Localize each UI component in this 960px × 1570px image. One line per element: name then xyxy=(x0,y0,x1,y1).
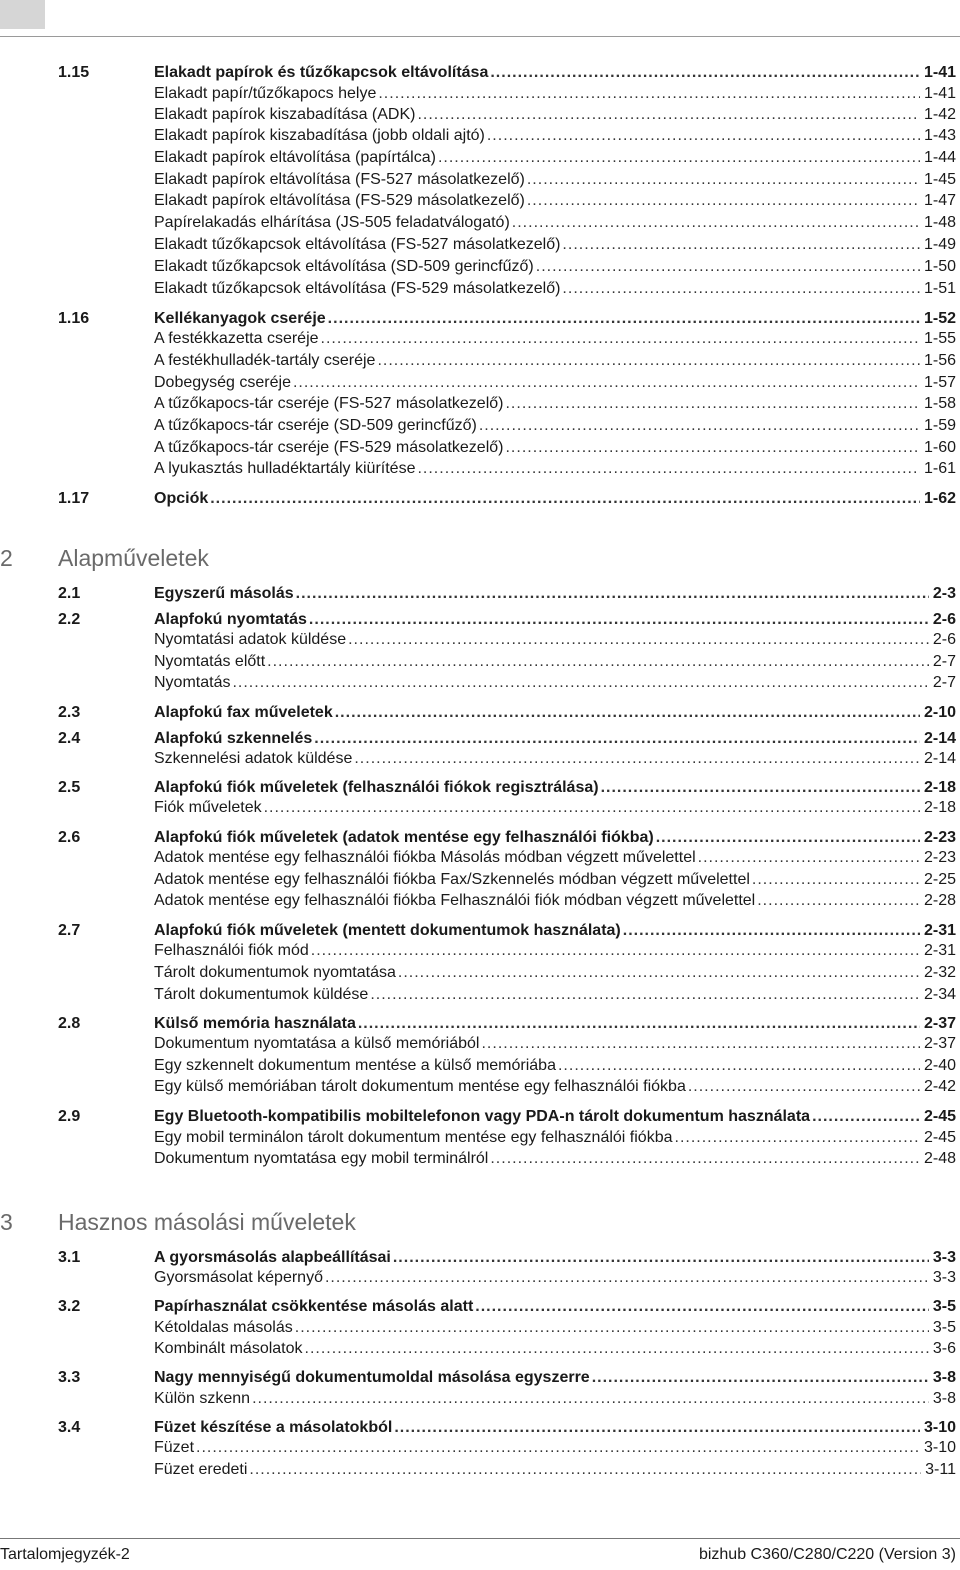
dot-leader xyxy=(370,984,920,1005)
section-title: Alapfokú fax műveletek xyxy=(154,704,333,721)
header-rule xyxy=(0,36,960,37)
page-number: 1-44 xyxy=(923,149,956,166)
dot-leader xyxy=(479,415,920,436)
toc-subentry[interactable] xyxy=(58,437,956,458)
page-number: 3-10 xyxy=(923,1419,956,1436)
section-number: 1.16 xyxy=(58,310,90,327)
page-number: 3-5 xyxy=(932,1298,956,1315)
subentry-title: Elakadt papírok eltávolítása (papírtálca) xyxy=(154,149,436,166)
chapter-title: Alapműveletek xyxy=(58,545,209,571)
section-title: Külső memória használata xyxy=(154,1015,356,1032)
toc-section-entry[interactable] xyxy=(58,62,956,83)
page-number: 1-60 xyxy=(923,439,956,456)
dot-leader xyxy=(314,728,920,749)
page-number: 2-40 xyxy=(923,1057,956,1074)
subentry-title: Külön szkenn xyxy=(154,1390,251,1407)
dot-leader xyxy=(512,212,920,233)
page-number: 1-61 xyxy=(923,460,956,477)
section-number: 2.8 xyxy=(58,1015,81,1032)
dot-leader xyxy=(623,920,920,941)
dot-leader xyxy=(656,827,920,848)
page-number: 2-45 xyxy=(923,1108,956,1125)
dot-leader xyxy=(398,962,920,983)
dot-leader xyxy=(527,190,920,211)
page-number: 1-47 xyxy=(923,192,956,209)
toc-subentry[interactable] xyxy=(58,1127,956,1148)
dot-leader xyxy=(592,1367,929,1388)
page-number: 1-41 xyxy=(923,64,956,81)
toc-subentry[interactable] xyxy=(58,458,956,479)
toc-subentry[interactable] xyxy=(58,278,956,299)
page-number: 3-5 xyxy=(932,1319,956,1336)
page-number: 1-42 xyxy=(923,106,956,123)
dot-leader xyxy=(490,62,920,83)
dot-leader xyxy=(536,256,920,277)
page-number: 2-23 xyxy=(923,849,956,866)
dot-leader xyxy=(675,1127,920,1148)
toc-subentry[interactable] xyxy=(58,1033,956,1054)
footer-page-label: Tartalomjegyzék-2 xyxy=(0,1546,130,1563)
section-title: Kellékanyagok cseréje xyxy=(154,310,326,327)
toc-section-entry[interactable] xyxy=(58,1106,956,1127)
subentry-title: Elakadt papírok eltávolítása (FS-529 másolatkezelő) xyxy=(154,192,525,209)
dot-leader xyxy=(378,83,920,104)
subentry-title: Adatok mentése egy felhasználói fiókba Fax/Szkennelés módban végzett művelettel xyxy=(154,871,750,888)
subentry-title: Füzet xyxy=(154,1439,195,1456)
chapter-heading[interactable] xyxy=(0,1207,356,1237)
toc-subentry[interactable] xyxy=(58,415,956,436)
toc-subentry[interactable] xyxy=(58,83,956,104)
toc-subentry[interactable] xyxy=(58,629,956,650)
page-number: 1-57 xyxy=(923,374,956,391)
toc-section-entry[interactable] xyxy=(58,1013,956,1034)
dot-leader xyxy=(354,748,920,769)
section-title: Alapfokú fiók műveletek (adatok mentése egy felhasználói fiókba) xyxy=(154,829,654,846)
dot-leader xyxy=(249,1459,921,1480)
subentry-title: A festékhulladék-tartály cseréje xyxy=(154,352,376,369)
subentry-title: Elakadt tűzőkapcsok eltávolítása (FS-527 másolatkezelő) xyxy=(154,236,561,253)
dot-leader xyxy=(305,1338,929,1359)
toc-subentry[interactable] xyxy=(58,1388,956,1409)
dot-leader xyxy=(335,702,920,723)
dot-leader xyxy=(311,940,920,961)
subentry-title: Elakadt tűzőkapcsok eltávolítása (SD-509 gerincfűző) xyxy=(154,258,534,275)
dot-leader xyxy=(752,869,920,890)
page-number: 2-18 xyxy=(923,779,956,796)
toc-subentry[interactable] xyxy=(58,797,956,818)
dot-leader xyxy=(475,1296,929,1317)
toc-section-entry[interactable] xyxy=(58,702,956,723)
toc-subentry[interactable] xyxy=(58,1076,956,1097)
toc-section-entry[interactable] xyxy=(58,1417,956,1438)
page-number: 1-62 xyxy=(923,490,956,507)
toc-subentry[interactable] xyxy=(58,984,956,1005)
dot-leader xyxy=(267,651,929,672)
toc-section-entry[interactable] xyxy=(58,609,956,630)
page-number: 1-43 xyxy=(923,127,956,144)
section-title: Opciók xyxy=(154,490,209,507)
dot-leader xyxy=(527,169,920,190)
dot-leader xyxy=(812,1106,920,1127)
section-number: 2.7 xyxy=(58,922,81,939)
dot-leader xyxy=(601,777,920,798)
dot-leader xyxy=(394,1417,920,1438)
dot-leader xyxy=(558,1055,920,1076)
subentry-title: Elakadt papírok eltávolítása (FS-527 másolatkezelő) xyxy=(154,171,525,188)
dot-leader xyxy=(210,488,920,509)
toc-section-entry[interactable] xyxy=(58,488,956,509)
section-number: 3.2 xyxy=(58,1298,81,1315)
subentry-title: Elakadt papír/tűzőkapocs helye xyxy=(154,85,377,102)
page-number: 1-51 xyxy=(923,280,956,297)
dot-leader xyxy=(698,847,920,868)
page-number: 2-7 xyxy=(932,653,956,670)
subentry-title: A lyukasztás hulladéktartály kiürítése xyxy=(154,460,416,477)
toc-subentry[interactable] xyxy=(58,212,956,233)
chapter-title: Hasznos másolási műveletek xyxy=(58,1209,356,1235)
subentry-title: Szkennelési adatok küldése xyxy=(154,750,353,767)
section-number: 3.3 xyxy=(58,1369,81,1386)
page-number: 1-50 xyxy=(923,258,956,275)
toc-subentry[interactable] xyxy=(58,328,956,349)
subentry-title: Dokumentum nyomtatása egy mobil terminálról xyxy=(154,1150,489,1167)
page-number: 2-37 xyxy=(923,1015,956,1032)
section-number: 1.15 xyxy=(58,64,90,81)
dot-leader xyxy=(309,609,929,630)
subentry-title: A tűzőkapocs-tár cseréje (FS-527 másolatkezelő) xyxy=(154,395,504,412)
page-number: 2-25 xyxy=(923,871,956,888)
chapter-heading[interactable] xyxy=(0,543,209,573)
subentry-title: Nyomtatási adatok küldése xyxy=(154,631,347,648)
toc-subentry[interactable] xyxy=(58,125,956,146)
page-number: 2-37 xyxy=(923,1035,956,1052)
subentry-title: Füzet eredeti xyxy=(154,1461,248,1478)
header-tab-block xyxy=(0,0,45,29)
section-title: Alapfokú nyomtatás xyxy=(154,611,307,628)
subentry-title: Adatok mentése egy felhasználói fiókba Másolás módban végzett művelettel xyxy=(154,849,696,866)
page-number: 1-59 xyxy=(923,417,956,434)
page-number: 2-7 xyxy=(932,674,956,691)
toc-section-entry[interactable] xyxy=(58,728,956,749)
toc-subentry[interactable] xyxy=(58,104,956,125)
toc-subentry[interactable] xyxy=(58,940,956,961)
subentry-title: Nyomtatás xyxy=(154,674,231,691)
section-number: 3.4 xyxy=(58,1419,81,1436)
section-number: 2.6 xyxy=(58,829,81,846)
dot-leader xyxy=(296,583,929,604)
page-number: 3-11 xyxy=(925,1461,956,1478)
dot-leader xyxy=(490,1148,920,1169)
page-number: 3-3 xyxy=(932,1269,956,1286)
dot-leader xyxy=(232,672,928,693)
dot-leader xyxy=(562,278,920,299)
page-number: 2-31 xyxy=(923,942,956,959)
toc-subentry[interactable] xyxy=(58,748,956,769)
subentry-title: A festékkazetta cseréje xyxy=(154,330,319,347)
section-number: 2.1 xyxy=(58,585,81,602)
toc-section-entry[interactable] xyxy=(58,583,956,604)
subentry-title: Fiók műveletek xyxy=(154,799,262,816)
toc-subentry[interactable] xyxy=(58,256,956,277)
toc-subentry[interactable] xyxy=(58,234,956,255)
dot-leader xyxy=(264,797,920,818)
section-title: Alapfokú fiók műveletek (felhasználói fiókok regisztrálása) xyxy=(154,779,599,796)
page-number: 2-42 xyxy=(923,1078,956,1095)
toc-subentry[interactable] xyxy=(58,190,956,211)
page-number: 3-6 xyxy=(932,1340,956,1357)
page-number: 2-18 xyxy=(923,799,956,816)
toc-section-entry[interactable] xyxy=(58,827,956,848)
toc-subentry[interactable] xyxy=(58,1267,956,1288)
dot-leader xyxy=(328,308,920,329)
dot-leader xyxy=(417,458,920,479)
subentry-title: Tárolt dokumentumok küldése xyxy=(154,986,369,1003)
page-number: 2-14 xyxy=(923,750,956,767)
footer-product-label: bizhub C360/C280/C220 (Version 3) xyxy=(698,1546,956,1563)
section-number: 2.2 xyxy=(58,611,81,628)
subentry-title: Adatok mentése egy felhasználói fiókba Felhasználói fiók módban végzett művelettel xyxy=(154,892,756,909)
page-number: 2-14 xyxy=(923,730,956,747)
dot-leader xyxy=(358,1013,920,1034)
subentry-title: Dobegység cseréje xyxy=(154,374,291,391)
subentry-title: Kombinált másolatok xyxy=(154,1340,303,1357)
toc-section-entry[interactable] xyxy=(58,920,956,941)
subentry-title: Egy mobil terminálon tárolt dokumentum mentése egy felhasználói fiókba xyxy=(154,1129,673,1146)
page-number: 2-31 xyxy=(923,922,956,939)
toc-subentry[interactable] xyxy=(58,1338,956,1359)
toc-subentry[interactable] xyxy=(58,393,956,414)
toc-subentry[interactable] xyxy=(58,651,956,672)
subentry-title: Egy külső memóriában tárolt dokumentum mentése egy felhasználói fiókba xyxy=(154,1078,686,1095)
page-number: 3-8 xyxy=(932,1390,956,1407)
page-number: 2-10 xyxy=(923,704,956,721)
toc-subentry[interactable] xyxy=(58,350,956,371)
toc-subentry[interactable] xyxy=(58,1055,956,1076)
toc-subentry[interactable] xyxy=(58,847,956,868)
subentry-title: Dokumentum nyomtatása a külső memóriából xyxy=(154,1035,480,1052)
toc-section-entry[interactable] xyxy=(58,1247,956,1268)
page-number: 3-3 xyxy=(932,1249,956,1266)
page-number: 2-6 xyxy=(932,611,956,628)
page-number: 1-56 xyxy=(923,352,956,369)
page-number: 1-48 xyxy=(923,214,956,231)
dot-leader xyxy=(481,1033,919,1054)
dot-leader xyxy=(487,125,920,146)
page-number: 2-48 xyxy=(923,1150,956,1167)
page-number: 2-45 xyxy=(923,1129,956,1146)
section-title: Alapfokú szkennelés xyxy=(154,730,313,747)
page-number: 1-52 xyxy=(923,310,956,327)
subentry-title: Nyomtatás előtt xyxy=(154,653,266,670)
page-number: 2-6 xyxy=(932,631,956,648)
dot-leader xyxy=(393,1247,929,1268)
subentry-title: Papírelakadás elhárítása (JS-505 feladatválogató) xyxy=(154,214,510,231)
page-number: 1-55 xyxy=(923,330,956,347)
dot-leader xyxy=(293,372,920,393)
section-number: 1.17 xyxy=(58,490,90,507)
subentry-title: Elakadt papírok kiszabadítása (jobb oldali ajtó) xyxy=(154,127,485,144)
page-number: 2-23 xyxy=(923,829,956,846)
section-title: A gyorsmásolás alapbeállításai xyxy=(154,1249,391,1266)
subentry-title: Tárolt dokumentumok nyomtatása xyxy=(154,964,396,981)
section-number: 2.3 xyxy=(58,704,81,721)
toc-subentry[interactable] xyxy=(58,372,956,393)
dot-leader xyxy=(505,393,919,414)
chapter-number: 3 xyxy=(0,1209,13,1235)
page-number: 1-49 xyxy=(923,236,956,253)
section-number: 3.1 xyxy=(58,1249,81,1266)
toc-section-entry[interactable] xyxy=(58,1367,956,1388)
toc-subentry[interactable] xyxy=(58,1148,956,1169)
page-number: 3-10 xyxy=(923,1439,956,1456)
toc-section-entry[interactable] xyxy=(58,1296,956,1317)
toc-subentry[interactable] xyxy=(58,672,956,693)
section-number: 2.9 xyxy=(58,1108,81,1125)
toc-subentry[interactable] xyxy=(58,890,956,911)
dot-leader xyxy=(417,104,920,125)
toc-subentry[interactable] xyxy=(58,147,956,168)
dot-leader xyxy=(321,328,920,349)
page-number: 1-58 xyxy=(923,395,956,412)
toc-subentry[interactable] xyxy=(58,1317,956,1338)
toc-section-entry[interactable] xyxy=(58,777,956,798)
subentry-title: Felhasználói fiók mód xyxy=(154,942,309,959)
subentry-title: Elakadt papírok kiszabadítása (ADK) xyxy=(154,106,416,123)
toc-subentry[interactable] xyxy=(58,962,956,983)
dot-leader xyxy=(377,350,920,371)
page-number: 1-41 xyxy=(923,85,956,102)
dot-leader xyxy=(196,1437,920,1458)
dot-leader xyxy=(688,1076,920,1097)
subentry-title: A tűzőkapocs-tár cseréje (SD-509 gerincfűző) xyxy=(154,417,477,434)
subentry-title: Egy szkennelt dokumentum mentése a külső memóriába xyxy=(154,1057,556,1074)
toc-subentry[interactable] xyxy=(58,1437,956,1458)
page-number: 2-34 xyxy=(923,986,956,1003)
toc-subentry[interactable] xyxy=(58,869,956,890)
footer-rule xyxy=(0,1538,960,1539)
toc-section-entry[interactable] xyxy=(58,308,956,329)
dot-leader xyxy=(438,147,920,168)
section-number: 2.4 xyxy=(58,730,81,747)
dot-leader xyxy=(505,437,919,458)
section-title: Füzet készítése a másolatokból xyxy=(154,1419,393,1436)
dot-leader xyxy=(325,1267,929,1288)
chapter-number: 2 xyxy=(0,545,13,571)
section-title: Papírhasználat csökkentése másolás alatt xyxy=(154,1298,474,1315)
section-title: Egyszerű másolás xyxy=(154,585,294,602)
section-title: Elakadt papírok és tűzőkapcsok eltávolítása xyxy=(154,64,489,81)
subentry-title: Elakadt tűzőkapcsok eltávolítása (FS-529 másolatkezelő) xyxy=(154,280,561,297)
section-number: 2.5 xyxy=(58,779,81,796)
dot-leader xyxy=(757,890,920,911)
dot-leader xyxy=(252,1388,929,1409)
subentry-title: Gyorsmásolat képernyő xyxy=(154,1269,323,1286)
dot-leader xyxy=(348,629,929,650)
subentry-title: A tűzőkapocs-tár cseréje (FS-529 másolatkezelő) xyxy=(154,439,504,456)
dot-leader xyxy=(295,1317,929,1338)
page-number: 3-8 xyxy=(932,1369,956,1386)
section-title: Alapfokú fiók műveletek (mentett dokumentumok használata) xyxy=(154,922,621,939)
section-title: Egy Bluetooth-kompatibilis mobiltelefonon vagy PDA-n tárolt dokumentum használata xyxy=(154,1108,811,1125)
dot-leader xyxy=(562,234,920,255)
page-number: 1-45 xyxy=(923,171,956,188)
toc-subentry[interactable] xyxy=(58,1459,956,1480)
page-number: 2-3 xyxy=(932,585,956,602)
toc-subentry[interactable] xyxy=(58,169,956,190)
page-number: 2-28 xyxy=(923,892,956,909)
page-number: 2-32 xyxy=(923,964,956,981)
subentry-title: Kétoldalas másolás xyxy=(154,1319,293,1336)
section-title: Nagy mennyiségű dokumentumoldal másolása egyszerre xyxy=(154,1369,590,1386)
